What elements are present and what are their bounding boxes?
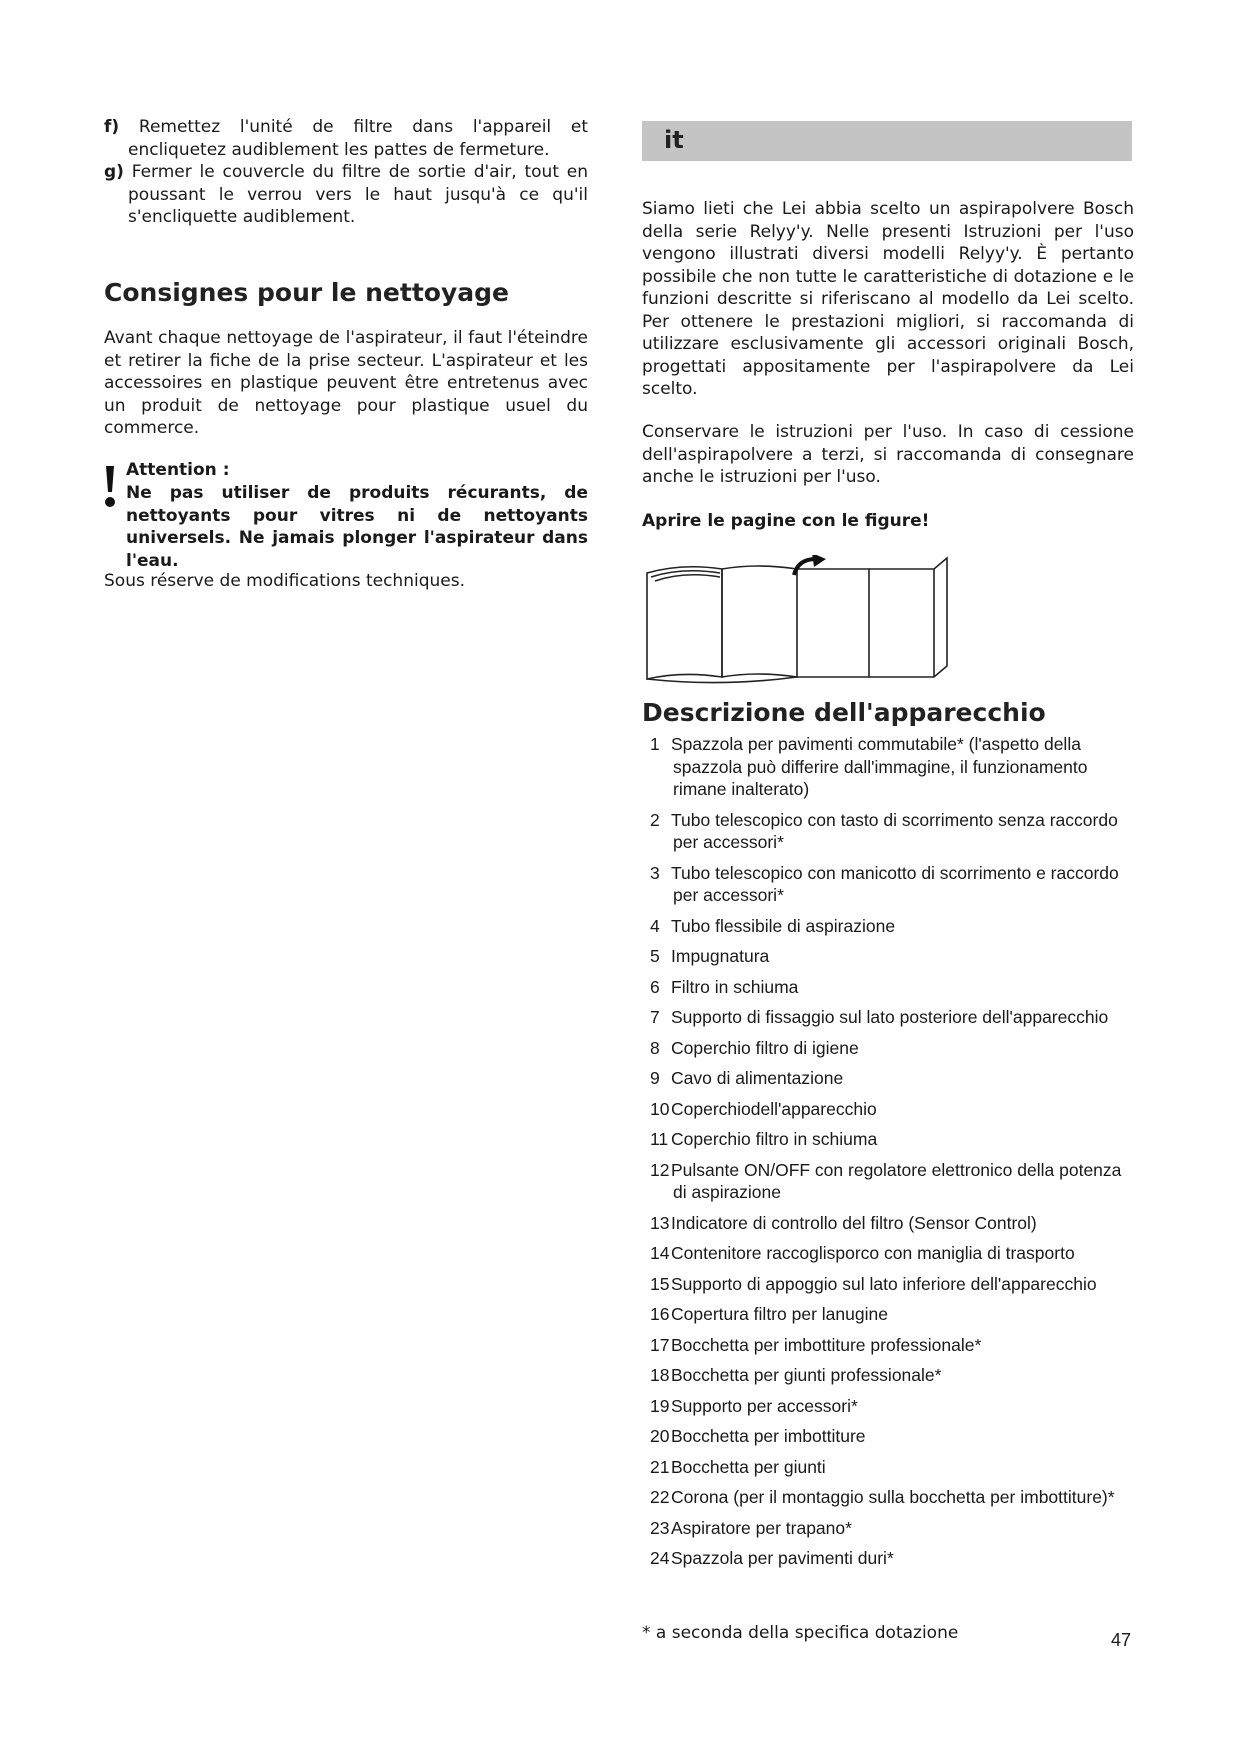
page-number: 47 <box>1111 1630 1132 1650</box>
item-text: Impugnatura <box>671 946 770 966</box>
technical-reserve: Sous réserve de modifications techniques. <box>104 571 465 591</box>
item-number: 12 <box>650 1159 670 1180</box>
item-number: 23 <box>650 1517 670 1538</box>
item-number: 15 <box>650 1273 670 1294</box>
item-text: Contenitore raccoglisporco con maniglia di trasporto <box>671 1243 1075 1263</box>
list-item <box>642 1486 1134 1509</box>
step-text: Fermer le couvercle du filtre de sortie d'air, tout en poussant le verrou vers le haut jusqu'à ce qu'il s'encliquette audiblement. <box>128 162 589 227</box>
device-description-heading: Descrizione dell'apparecchio <box>642 698 1046 727</box>
item-text: Tubo telescopico con manicotto di scorrimento e raccordo per accessori* <box>671 862 1119 905</box>
item-number: 2 <box>650 809 660 830</box>
item-text: Corona (per il montaggio sulla bocchetta per imbottiture)* <box>671 1487 1115 1507</box>
item-number: 5 <box>650 946 660 966</box>
list-item <box>642 1159 1134 1204</box>
item-number: 20 <box>650 1426 670 1446</box>
item-text: Supporto di appoggio sul lato inferiore dell'apparecchio <box>671 1273 1097 1294</box>
list-item <box>642 862 1134 907</box>
item-text: Copertura filtro per lanugine <box>671 1304 888 1324</box>
list-item <box>642 1273 1134 1296</box>
step-text: Remettez l'unité de filtre dans l'appareil et encliquetez audiblement les pattes de fermeture. <box>128 117 588 160</box>
item-text: Coperchiodell'apparecchio <box>671 1098 877 1119</box>
item-number: 24 <box>650 1548 670 1568</box>
item-number: 16 <box>650 1304 670 1324</box>
item-text: Spazzola per pavimenti duri* <box>671 1548 894 1568</box>
language-code: it <box>664 126 684 154</box>
item-text: Supporto per accessori* <box>671 1395 858 1416</box>
item-number: 10 <box>650 1098 670 1119</box>
list-item <box>642 945 1134 968</box>
item-number: 6 <box>650 976 660 997</box>
list-item <box>642 1037 1134 1060</box>
item-number: 11 <box>650 1129 669 1149</box>
item-number: 18 <box>650 1365 670 1385</box>
item-number: 9 <box>650 1068 660 1088</box>
fold-out-pages-icon <box>642 555 952 685</box>
list-item <box>642 1067 1134 1090</box>
item-number: 7 <box>650 1007 660 1027</box>
item-number: 4 <box>650 915 660 936</box>
item-text: Coperchio filtro in schiuma <box>671 1129 878 1149</box>
item-text: Bocchetta per giunti professionale* <box>671 1365 942 1385</box>
list-item <box>642 1212 1134 1235</box>
cleaning-paragraph: Avant chaque nettoyage de l'aspirateur, il faut l'éteindre et retirer la fiche de la prise secteur. L'aspirateur et les accessoires en plastique peuvent être entretenus avec un produit de nettoyage pour plastique usuel du commerce. <box>104 328 588 438</box>
step-f <box>104 116 588 161</box>
item-number: 13 <box>650 1212 670 1233</box>
attention-text: Ne pas utiliser de produits récurants, de nettoyants pour vitres ni de nettoyants universels. Ne jamais plonger l'aspirateur dans l'eau. <box>126 483 588 571</box>
step-list <box>104 116 588 229</box>
item-text: Indicatore di controllo del filtro (Sensor Control) <box>671 1212 1037 1233</box>
list-item <box>642 1334 1134 1357</box>
list-item <box>642 1098 1134 1121</box>
item-number: 1 <box>650 734 660 754</box>
open-pages-note: Aprire le pagine con le figure! <box>642 511 930 531</box>
list-item <box>642 1395 1134 1418</box>
item-text: Pulsante ON/OFF con regolatore elettronico della potenza di aspirazione <box>671 1159 1122 1202</box>
item-number: 21 <box>650 1456 670 1477</box>
item-text: Filtro in schiuma <box>671 976 799 997</box>
item-text: Aspiratore per trapano* <box>671 1517 852 1538</box>
item-text: Bocchetta per imbottiture professionale* <box>671 1334 982 1355</box>
item-text: Spazzola per pavimenti commutabile* (l'aspetto della spazzola può differire dall'immagine, il funzionamento rimane inalterato) <box>671 734 1088 799</box>
cleaning-heading: Consignes pour le nettoyage <box>104 278 509 307</box>
item-number: 14 <box>650 1243 670 1263</box>
step-letter: f) <box>104 117 120 137</box>
list-item <box>642 1303 1134 1326</box>
item-text: Cavo di alimentazione <box>671 1068 844 1088</box>
list-item <box>642 1242 1134 1265</box>
item-text: Coperchio filtro di igiene <box>671 1037 859 1058</box>
list-item <box>642 1517 1134 1540</box>
intro-paragraph: Siamo lieti che Lei abbia scelto un aspirapolvere Bosch della serie Relyy'y. Nelle presenti Istruzioni per l'uso vengono illustrati diversi modelli Relyy'y. È pertanto possibile che non tutte le caratteristiche di dotazione e le funzioni descritte si riferiscano al modello da Lei scelto. Per ottenere le prestazioni migliori, si raccomanda di utilizzare esclusivamente gli accessori originali Bosch, progettati appositamente per l'aspirapolvere da Lei scelto. <box>642 199 1134 399</box>
item-text: Tubo telescopico con tasto di scorrimento senza raccordo per accessori* <box>671 809 1118 852</box>
list-item <box>642 1425 1134 1448</box>
list-item <box>642 915 1134 938</box>
list-item <box>642 1547 1134 1570</box>
item-number: 22 <box>650 1487 670 1507</box>
list-item <box>642 809 1134 854</box>
list-item <box>642 733 1134 801</box>
item-text: Bocchetta per giunti <box>671 1456 826 1477</box>
list-item <box>642 1456 1134 1479</box>
item-number: 17 <box>650 1334 670 1355</box>
keep-instructions-paragraph: Conservare le istruzioni per l'uso. In caso di cessione dell'aspirapolvere a terzi, si raccomanda di consegnare anche le istruzioni per l'uso. <box>642 422 1134 487</box>
item-number: 8 <box>650 1037 660 1058</box>
parts-list <box>642 733 1134 1578</box>
item-text: Supporto di fissaggio sul lato posteriore dell'apparecchio <box>671 1007 1109 1027</box>
item-text: Tubo flessibile di aspirazione <box>671 915 896 936</box>
item-number: 3 <box>650 862 660 883</box>
list-item <box>642 1128 1134 1151</box>
list-item <box>642 1006 1134 1029</box>
attention-title: Attention : <box>126 460 230 480</box>
step-letter: g) <box>104 162 124 182</box>
step-g <box>104 161 588 229</box>
list-item <box>642 976 1134 999</box>
item-text: Bocchetta per imbottiture <box>671 1426 866 1446</box>
language-bar <box>642 121 1132 161</box>
item-number: 19 <box>650 1395 670 1416</box>
exclamation-icon <box>104 466 116 508</box>
list-item <box>642 1364 1134 1387</box>
footnote: * a seconda della specifica dotazione <box>642 1623 959 1643</box>
